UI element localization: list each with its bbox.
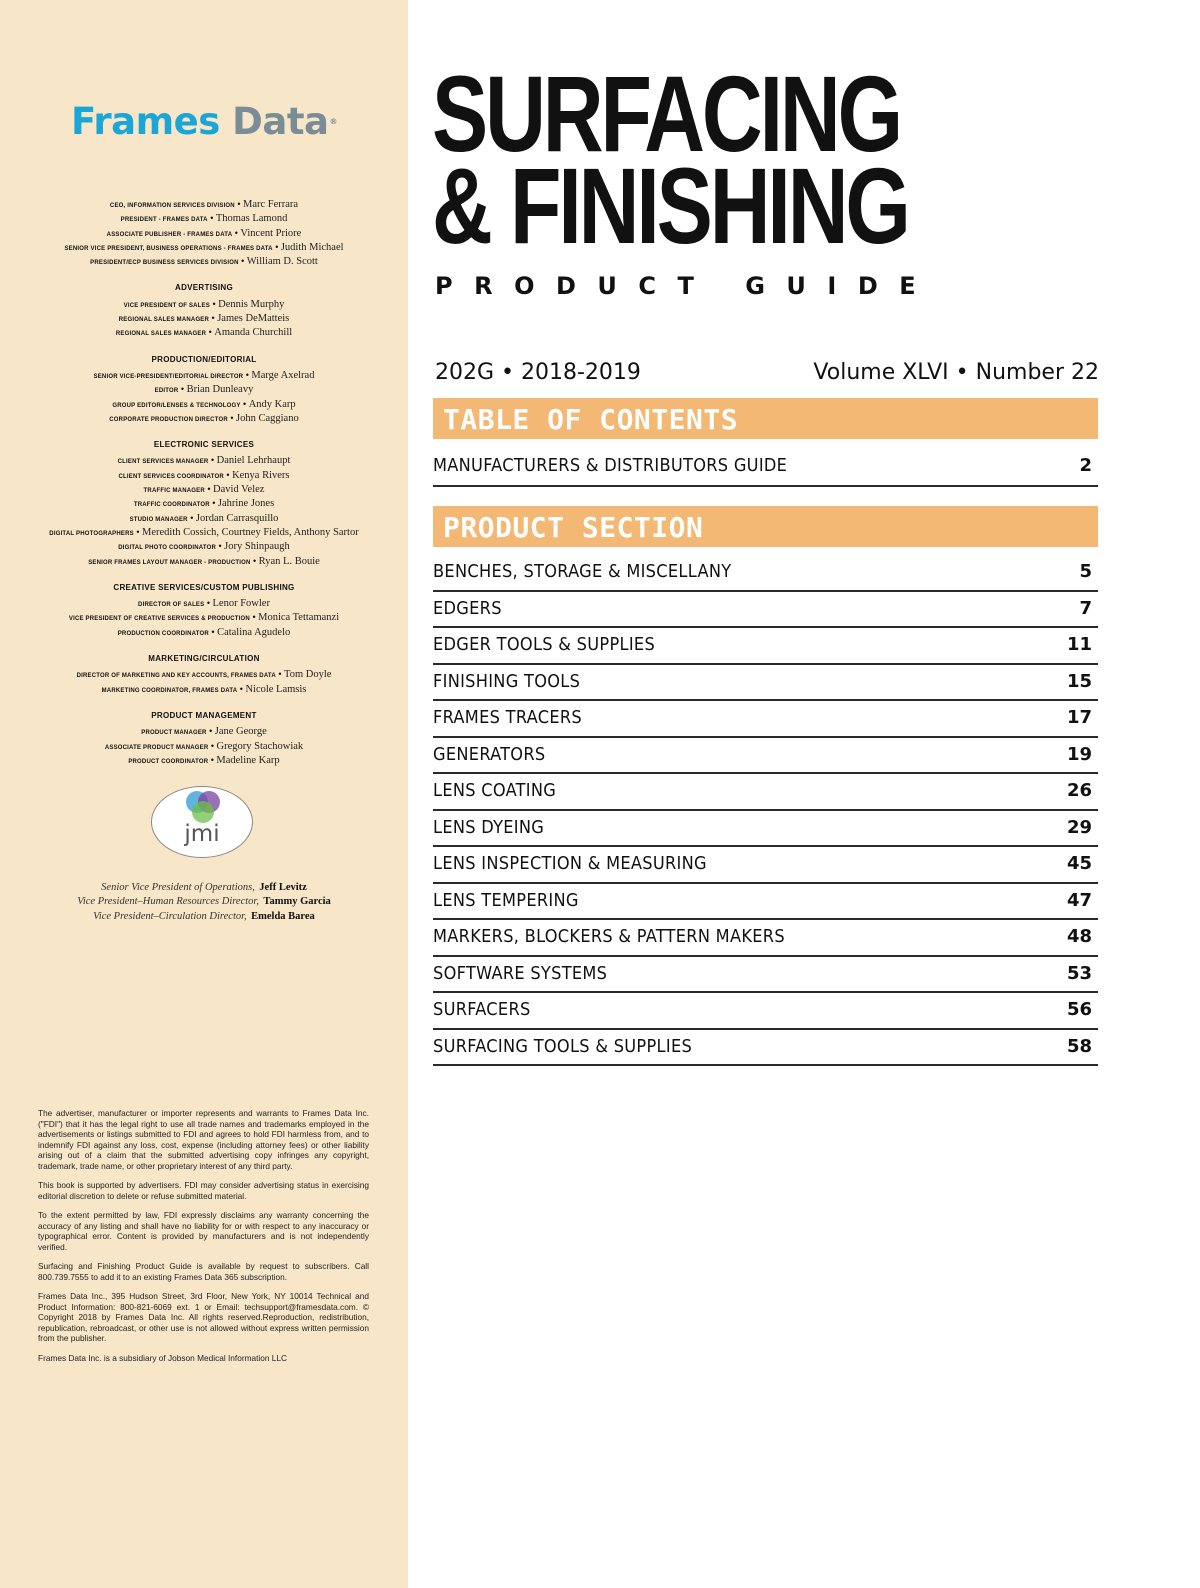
toc-entry-page: 29 bbox=[1066, 816, 1092, 838]
staff-name: Dennis Murphy bbox=[218, 298, 285, 310]
frames-data-logo bbox=[0, 98, 408, 146]
officer-line bbox=[0, 879, 408, 893]
staff-role: PRODUCT MANAGER bbox=[141, 730, 207, 737]
staff-name: Monica Tettamanzi bbox=[258, 612, 340, 624]
masthead-staff-line bbox=[0, 367, 408, 381]
toc-entry-label: SURFACING TOOLS & SUPPLIES bbox=[433, 1035, 693, 1057]
officer-name: Jeff Levitz bbox=[259, 882, 307, 893]
staff-name: Jordan Carrasquillo bbox=[195, 512, 279, 524]
masthead-staff-line bbox=[0, 324, 408, 338]
masthead-staff-line bbox=[0, 410, 408, 424]
staff-role: PRESIDENT - FRAMES DATA bbox=[120, 217, 208, 224]
toc-entry-product[interactable] bbox=[433, 628, 1098, 665]
staff-role: DIRECTOR OF SALES bbox=[138, 602, 205, 609]
toc-entry-page: 7 bbox=[1079, 597, 1092, 619]
toc-entry-product[interactable] bbox=[433, 884, 1098, 921]
title-line-finishing: & FINISHING bbox=[432, 145, 908, 266]
toc-entry-label: LENS INSPECTION & MEASURING bbox=[433, 853, 707, 874]
logo-word-frames: Frames bbox=[70, 100, 220, 143]
staff-role: SENIOR VICE PRESIDENT, BUSINESS OPERATIONS - FRAMES DATA bbox=[64, 245, 273, 252]
bullet-separator: • bbox=[272, 241, 281, 252]
staff-name: Catalina Agudelo bbox=[217, 626, 291, 638]
masthead-staff-line bbox=[0, 624, 408, 638]
toc-entry-product[interactable] bbox=[433, 555, 1098, 592]
toc-entry-manufacturers[interactable] bbox=[433, 449, 1098, 487]
toc-entry-page: 53 bbox=[1066, 962, 1092, 984]
staff-role: ASSOCIATE PRODUCT MANAGER bbox=[104, 744, 209, 751]
issue-code-year: 202G • 2018-2019 bbox=[435, 360, 641, 385]
toc-entry-label: LENS TEMPERING bbox=[433, 889, 579, 911]
masthead-staff-line bbox=[0, 296, 408, 310]
masthead-staff-line bbox=[0, 310, 408, 324]
masthead-staff-line bbox=[0, 381, 408, 395]
bullet-separator: • bbox=[250, 555, 259, 566]
masthead-group bbox=[0, 652, 408, 695]
legal-disclaimer bbox=[38, 1108, 369, 1372]
toc-entry-page: 47 bbox=[1066, 889, 1092, 911]
masthead-staff-list bbox=[0, 196, 408, 766]
officer-name: Tammy Garcia bbox=[263, 896, 331, 908]
staff-role: SENIOR VICE-PRESIDENT/EDITORIAL DIRECTOR bbox=[93, 373, 244, 380]
staff-name: John Caggiano bbox=[236, 412, 299, 424]
staff-role: PRESIDENT/ECP BUSINESS SERVICES DIVISION bbox=[90, 260, 239, 267]
masthead-section-heading: CREATIVE SERVICES/CUSTOM PUBLISHING bbox=[113, 582, 295, 592]
staff-name: William D. Scott bbox=[246, 256, 318, 268]
bullet-separator: • bbox=[243, 369, 252, 380]
bullet-separator: • bbox=[178, 384, 187, 395]
masthead-staff-line bbox=[0, 595, 408, 609]
staff-role: VICE PRESIDENT OF SALES bbox=[123, 302, 210, 309]
staff-role: STUDIO MANAGER bbox=[129, 516, 188, 523]
product-heading-text: PRODUCT SECTION bbox=[443, 511, 704, 544]
bullet-separator: • bbox=[187, 512, 196, 523]
toc-entry-label: FRAMES TRACERS bbox=[433, 707, 582, 728]
bullet-separator: • bbox=[208, 455, 217, 466]
toc-entry-product[interactable] bbox=[433, 774, 1098, 811]
masthead-group bbox=[0, 438, 408, 567]
volume-number: Volume XLVI • Number 22 bbox=[813, 360, 1099, 385]
officer-title: Senior Vice President of Operations, bbox=[101, 882, 255, 893]
disclaimer-paragraph: Frames Data Inc. is a subsidiary of Jobson Medical Information LLC bbox=[38, 1352, 288, 1363]
toc-entry-label: MANUFACTURERS & DISTRIBUTORS GUIDE bbox=[433, 455, 788, 476]
staff-role: PRODUCTION COORDINATOR bbox=[117, 630, 209, 637]
staff-name: Jane George bbox=[214, 726, 267, 738]
product-section-header bbox=[433, 506, 1098, 547]
bullet-separator: • bbox=[240, 398, 249, 409]
disclaimer-paragraph: The advertiser, manufacturer or importer represents and warrants to Frames Data Inc. ("FDI") that it has the legal right to use all trade names and trademarks employed in the advertisements or listings submitted to FDI and agrees to hold FDI harmless from, and to indemnify FDI against any loss, cost, expense (including attorney fees) or other liability arising out of a claim that the submitted advertising copy infringes any copyright, trademark, trade name, or other proprietary interest of any third party. bbox=[38, 1108, 369, 1171]
masthead-group bbox=[0, 196, 408, 267]
staff-name: Kenya Rivers bbox=[232, 469, 290, 481]
title-line-surfacing: SURFACING bbox=[432, 53, 901, 174]
masthead-staff-line bbox=[0, 681, 408, 695]
masthead-staff-line bbox=[0, 239, 408, 253]
disclaimer-paragraph: This book is supported by advertisers. FDI may consider advertising status in exercising editorial discretion to delete or refuse submitted material. bbox=[38, 1180, 369, 1201]
masthead-staff-line bbox=[0, 666, 408, 680]
toc-entry-label: GENERATORS bbox=[433, 743, 546, 765]
toc-entry-label: SOFTWARE SYSTEMS bbox=[433, 962, 608, 984]
toc-entry-product[interactable] bbox=[433, 993, 1098, 1030]
staff-name: David Velez bbox=[213, 484, 265, 496]
staff-name: Judith Michael bbox=[280, 241, 344, 253]
masthead-staff-line bbox=[0, 553, 408, 567]
toc-entry-product[interactable] bbox=[433, 811, 1098, 848]
staff-name: Marge Axelrad bbox=[251, 369, 315, 381]
masthead-group bbox=[0, 581, 408, 638]
toc-entry-page: 45 bbox=[1066, 853, 1092, 874]
staff-role: VICE PRESIDENT OF CREATIVE SERVICES & PRODUCTION bbox=[68, 616, 250, 623]
masthead-sidebar bbox=[0, 0, 408, 1588]
toc-entry-product[interactable] bbox=[433, 1030, 1098, 1067]
disclaimer-paragraph: To the extent permitted by law, FDI expressly disclaims any warranty concerning the accuracy of any listing and shall have no liability for or with respect to any inaccuracy or typographical error. Content is provided by manufacturers and is not independently verified. bbox=[38, 1210, 369, 1252]
staff-name: Vincent Priore bbox=[240, 227, 302, 239]
masthead-staff-line bbox=[0, 253, 408, 267]
staff-name: Madeline Karp bbox=[216, 754, 280, 766]
staff-role: MARKETING COORDINATOR, FRAMES DATA bbox=[101, 687, 238, 694]
bullet-separator: • bbox=[208, 754, 217, 765]
table-of-contents-header bbox=[433, 398, 1098, 439]
toc-entry-page: 19 bbox=[1066, 743, 1092, 765]
staff-role: CLIENT SERVICES MANAGER bbox=[117, 459, 209, 466]
bullet-separator: • bbox=[223, 469, 233, 480]
officer-line bbox=[0, 893, 408, 907]
toc-entry-page: 58 bbox=[1066, 1035, 1092, 1057]
staff-name: Nicole Lamsis bbox=[245, 683, 307, 695]
staff-name: Brian Dunleavy bbox=[186, 384, 254, 396]
registered-mark: ® bbox=[329, 117, 338, 126]
toc-entry-label: LENS DYEING bbox=[433, 816, 545, 838]
masthead-staff-line bbox=[0, 495, 408, 509]
staff-name: Jory Shinpaugh bbox=[224, 541, 290, 553]
toc-entry-label: BENCHES, STORAGE & MISCELLANY bbox=[433, 561, 732, 582]
masthead-group bbox=[0, 353, 408, 424]
staff-name: Lenor Fowler bbox=[212, 598, 270, 610]
staff-name: Ryan L. Bouie bbox=[258, 555, 320, 567]
toc-entry-page: 56 bbox=[1066, 999, 1092, 1020]
toc-entry-label: FINISHING TOOLS bbox=[433, 670, 581, 692]
staff-role: REGIONAL SALES MANAGER bbox=[115, 331, 207, 338]
masthead-section-heading: PRODUCTION/EDITORIAL bbox=[151, 354, 257, 364]
masthead-section-heading: ELECTRONIC SERVICES bbox=[153, 440, 255, 450]
bullet-separator: • bbox=[209, 498, 218, 509]
staff-role: DIGITAL PHOTO COORDINATOR bbox=[118, 545, 216, 552]
bullet-separator: • bbox=[204, 484, 214, 495]
disclaimer-paragraph: Frames Data Inc., 395 Hudson Street, 3rd Floor, New York, NY 10014 Technical and Product Information: 800-821-6069 ext. 1 or Email: techsupport@framesdata.com. © Copyright 2018 by Frames Data Inc. All rights reserved.Reproduction, redistribution, republication, rebroadcast, or other use is not allowed without express written permission from the publisher. bbox=[38, 1291, 369, 1343]
masthead-group bbox=[0, 281, 408, 338]
officers-list bbox=[0, 879, 408, 922]
toc-entry-label: MARKERS, BLOCKERS & PATTERN MAKERS bbox=[433, 926, 785, 947]
masthead-staff-line bbox=[0, 396, 408, 410]
staff-role: SENIOR FRAMES LAYOUT MANAGER - PRODUCTION bbox=[88, 559, 251, 566]
bullet-separator: • bbox=[216, 541, 225, 552]
guide-title bbox=[432, 53, 1132, 266]
masthead-staff-line bbox=[0, 196, 408, 210]
masthead-staff-line bbox=[0, 467, 408, 481]
staff-role: CORPORATE PRODUCTION DIRECTOR bbox=[109, 416, 228, 423]
staff-role: DIRECTOR OF MARKETING AND KEY ACCOUNTS, FRAMES DATA bbox=[76, 673, 276, 680]
bullet-separator: • bbox=[249, 612, 259, 623]
staff-role: PRODUCT COORDINATOR bbox=[128, 758, 209, 765]
bullet-separator: • bbox=[208, 626, 218, 637]
masthead-staff-line bbox=[0, 452, 408, 466]
masthead-staff-line bbox=[0, 538, 408, 552]
toc-entry-label: EDGER TOOLS & SUPPLIES bbox=[433, 634, 656, 655]
bullet-separator: • bbox=[238, 256, 247, 267]
staff-name: Jahrine Jones bbox=[217, 498, 275, 510]
masthead-section-heading: PRODUCT MANAGEMENT bbox=[151, 710, 257, 720]
bullet-separator: • bbox=[234, 199, 243, 209]
disclaimer-paragraph: Surfacing and Finishing Product Guide is available by request to subscribers. Call 800.739.7555 to add it to an existing Frames Data 365 subscription. bbox=[38, 1261, 369, 1282]
masthead-staff-line bbox=[0, 738, 408, 752]
staff-role: CEO, INFORMATION SERVICES DIVISION bbox=[109, 203, 235, 209]
toc-entry-product[interactable] bbox=[433, 847, 1098, 884]
issue-info bbox=[435, 358, 1099, 388]
bullet-separator: • bbox=[133, 526, 142, 537]
masthead-staff-line bbox=[0, 524, 408, 538]
masthead-group bbox=[0, 709, 408, 766]
toc-entry-label: LENS COATING bbox=[433, 780, 557, 801]
staff-name: James DeMatteis bbox=[217, 313, 290, 325]
bullet-separator: • bbox=[206, 726, 215, 737]
staff-role: EDITOR bbox=[154, 388, 179, 395]
staff-name: Daniel Lehrhaupt bbox=[216, 455, 291, 467]
toc-entry-page: 11 bbox=[1066, 634, 1092, 655]
staff-role: TRAFFIC MANAGER bbox=[143, 488, 205, 495]
bullet-separator: • bbox=[207, 213, 216, 224]
officer-name: Emelda Barea bbox=[251, 910, 315, 922]
bullet-separator: • bbox=[237, 683, 246, 694]
bullet-separator: • bbox=[206, 327, 215, 338]
masthead-staff-line bbox=[0, 210, 408, 224]
staff-role: DIGITAL PHOTOGRAPHERS bbox=[49, 530, 134, 537]
staff-name: Tom Doyle bbox=[284, 669, 332, 681]
officer-title: Vice President–Circulation Director, bbox=[93, 910, 247, 922]
staff-role: GROUP EDITOR/LENSES & TECHNOLOGY bbox=[112, 402, 241, 409]
toc-entry-page: 15 bbox=[1066, 670, 1092, 692]
masthead-staff-line bbox=[0, 225, 408, 239]
bullet-separator: • bbox=[232, 227, 241, 238]
staff-name: Meredith Cossich, Courtney Fields, Anthony Sartor bbox=[142, 526, 359, 538]
staff-role: REGIONAL SALES MANAGER bbox=[118, 317, 210, 324]
toc-entry-product[interactable] bbox=[433, 738, 1098, 775]
masthead-section-heading: MARKETING/CIRCULATION bbox=[148, 654, 260, 664]
staff-name: Gregory Stachowiak bbox=[216, 740, 304, 752]
masthead-staff-line bbox=[0, 481, 408, 495]
bullet-separator: • bbox=[208, 740, 217, 751]
staff-role: CLIENT SERVICES COORDINATOR bbox=[118, 473, 224, 480]
jmi-logo bbox=[151, 786, 253, 858]
toc-entry-page: 5 bbox=[1079, 561, 1092, 582]
toc-entry-product[interactable] bbox=[433, 920, 1098, 957]
toc-entry-product[interactable] bbox=[433, 665, 1098, 702]
bullet-separator: • bbox=[209, 298, 219, 309]
masthead-staff-line bbox=[0, 752, 408, 766]
masthead-staff-line bbox=[0, 510, 408, 524]
jmi-logo-circle-green bbox=[192, 801, 214, 823]
logo-word-data: Data bbox=[232, 100, 329, 143]
toc-entry-label: EDGERS bbox=[433, 597, 502, 619]
officer-title: Vice President–Human Resources Director, bbox=[77, 896, 259, 908]
toc-entry-page: 26 bbox=[1066, 780, 1092, 801]
masthead-staff-line bbox=[0, 723, 408, 737]
toc-entry-page: 2 bbox=[1079, 455, 1092, 476]
bullet-separator: • bbox=[209, 313, 218, 324]
bullet-separator: • bbox=[204, 598, 213, 609]
bullet-separator: • bbox=[275, 669, 285, 680]
staff-role: ASSOCIATE PUBLISHER - FRAMES DATA bbox=[106, 231, 233, 238]
toc-entry-product[interactable] bbox=[433, 592, 1098, 629]
toc-entry-label: SURFACERS bbox=[433, 999, 531, 1020]
toc-heading-text: TABLE OF CONTENTS bbox=[443, 403, 739, 436]
staff-name: Amanda Churchill bbox=[214, 327, 293, 339]
staff-name: Andy Karp bbox=[248, 398, 296, 410]
toc-entry-product[interactable] bbox=[433, 957, 1098, 994]
staff-name: Marc Ferrara bbox=[243, 199, 299, 210]
masthead-section-heading: ADVERTISING bbox=[175, 283, 233, 293]
product-guide-subtitle: PRODUCT GUIDE bbox=[435, 272, 938, 300]
bullet-separator: • bbox=[227, 412, 237, 423]
staff-role: TRAFFIC COORDINATOR bbox=[133, 502, 210, 509]
toc-entry-page: 48 bbox=[1066, 926, 1092, 947]
toc-entry-product[interactable] bbox=[433, 701, 1098, 738]
toc-entry-page: 17 bbox=[1066, 707, 1092, 728]
staff-name: Thomas Lamond bbox=[215, 213, 288, 225]
masthead-staff-line bbox=[0, 609, 408, 623]
jmi-logo-text: jmi bbox=[184, 821, 220, 847]
officer-line bbox=[0, 908, 408, 922]
